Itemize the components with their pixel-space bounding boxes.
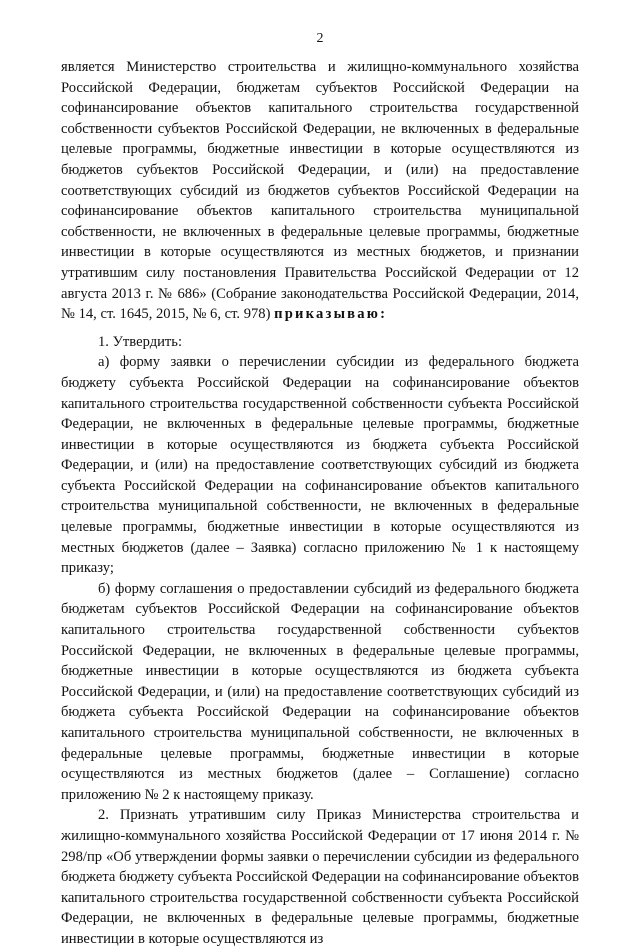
paragraph-item-2: 2. Признать утратившим силу Приказ Министерства строительства и жилищно-коммунального хозяйства Российской Федерации от 17 июня 2014 г. № 298/пр «Об утверждении формы заявки о перечислении субсидии из федерального бюджета бюджету субъекта Российской Федерации на софинансирование объектов капитального строительства государственной собственности субъекта Российской Федерации, не включенных в федеральные целевые программы, бюджетные инвестиции в которые осуществляются из <box>61 807 579 947</box>
document-body <box>61 57 579 950</box>
paragraph-item-1: 1. Утвердить: <box>98 333 183 350</box>
preamble-text: является Министерство строительства и жилищно-коммунального хозяйства Российской Федерации, бюджетам субъектов Российской Федерации на софинансирование объектов капитального строительства государственной собственности субъектов Российской Федерации, не включенных в федеральные целевые программы, бюджетные инвестиции в которые осуществляются из бюджетов субъектов Российской Федерации, и (или) на предоставление соответствующих субсидий из бюджетов субъектов Российской Федерации на софинансирование объектов капитального строительства муниципальной собственности, не включенных в федеральные целевые программы, бюджетные инвестиции в которые осуществляются из местных бюджетов, и признании утратившим силу постановления Правительства Российской Федерации от 12 августа 2013 г. № 686» (Собрание законодательства Российской Федерации, 2014, № 14, ст. 1645, 2015, № 6, ст. 978) <box>61 59 579 323</box>
order-keyword: приказываю: <box>274 306 388 323</box>
paragraph-preamble-continuation <box>61 57 579 325</box>
page-number: 2 <box>316 31 324 46</box>
paragraph-item-1a: а) форму заявки о перечислении субсидии из федерального бюджета бюджету субъекта Российской Федерации на софинансирование объектов капитального строительства государственной собственности субъекта Российской Федерации, не включенных в федеральные целевые программы, бюджетные инвестиции в которые осуществляются из бюджета субъекта Российской Федерации, и (или) на предоставление соответствующих субсидий из бюджета субъекта Российской Федерации на софинансирование объектов капитального строительства муниципальной собственности, не включенных в федеральные целевые программы, бюджетные инвестиции в которые осуществляются из местных бюджетов (далее – Заявка) согласно приложению № 1 к настоящему приказу; <box>61 354 579 577</box>
paragraph-item-1b: б) форму соглашения о предоставлении субсидий из федерального бюджета бюджетам субъектов Российской Федерации на софинансирование объектов капитального строительства государственной собственности субъектов Российской Федерации, не включенных в федеральные целевые программы, бюджетные инвестиции в которые осуществляются из бюджета субъекта Российской Федерации, и (или) на предоставление соответствующих субсидий из бюджета субъекта Российской Федерации на софинансирование объектов капитального строительства муниципальной собственности, не включенных в федеральные целевые программы, бюджетные инвестиции в которые осуществляются из местных бюджетов (далее – Соглашение) согласно приложению № 2 к настоящему приказу. <box>61 580 579 803</box>
